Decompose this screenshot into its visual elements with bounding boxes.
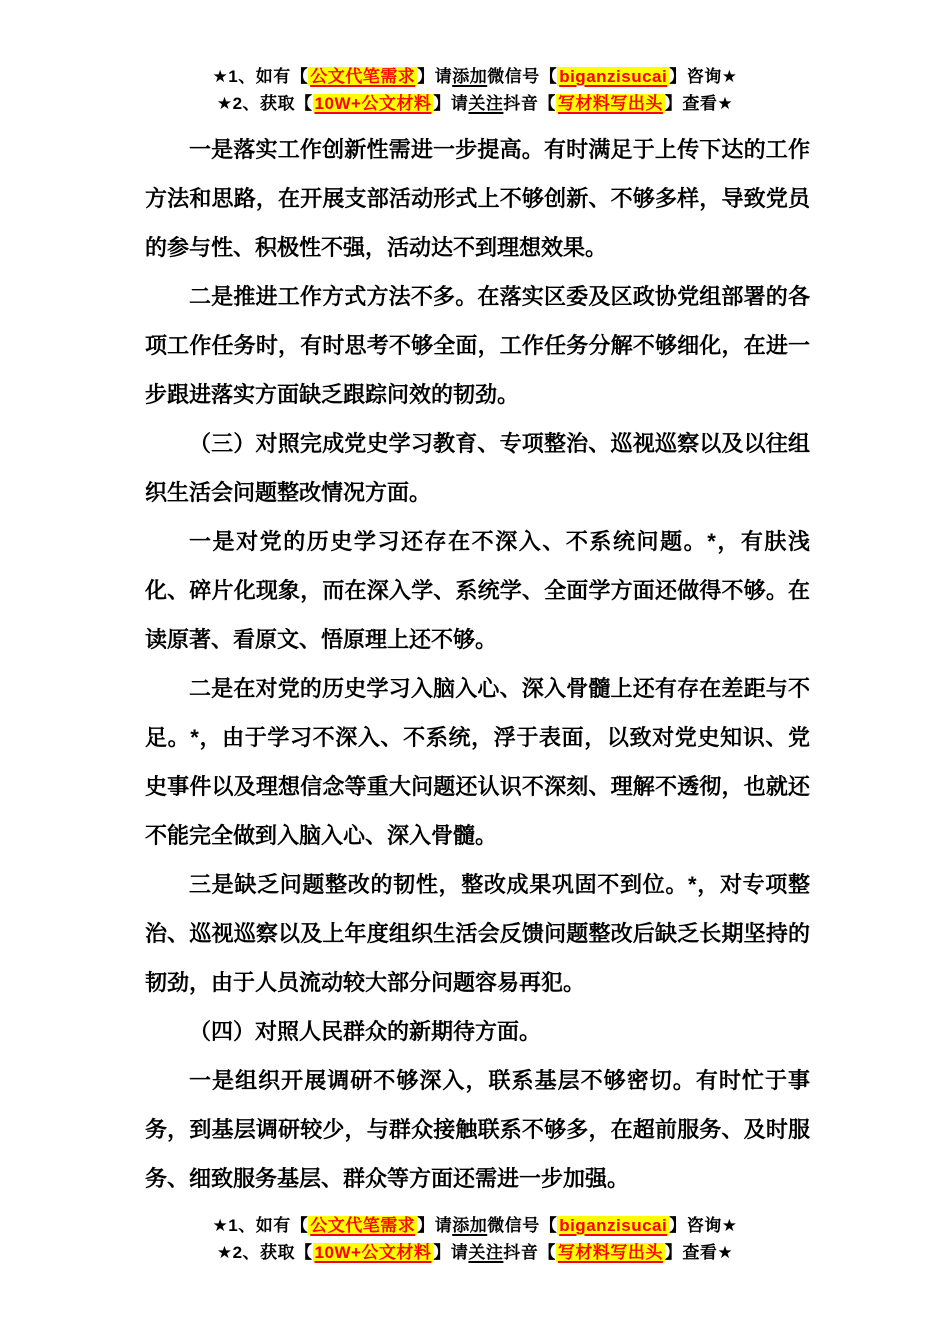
promo-text: 】请 [417, 67, 453, 86]
promo-footer [0, 1212, 950, 1266]
promo-highlight-service: 公文代笔需求 [310, 1216, 416, 1235]
promo-text: ★1、如有【 [212, 67, 309, 86]
promo-highlight-materials: 10W+公文材料 [314, 94, 432, 113]
promo-footer-line-2 [0, 1239, 950, 1266]
promo-text: 微信号【 [487, 1216, 558, 1235]
section-heading-3: （三）对照完成党史学习教育、专项整治、巡视巡察以及以往组织生活会问题整改情况方面。 [145, 431, 810, 505]
promo-text: 】查看★ [664, 1243, 734, 1262]
promo-text: 抖音【 [503, 94, 556, 113]
promo-douyin-id: 写材料写出头 [557, 94, 663, 113]
promo-text: ★1、如有【 [212, 1216, 309, 1235]
promo-footer-line-1 [0, 1212, 950, 1239]
section-heading-4: （四）对照人民群众的新期待方面。 [189, 1019, 542, 1044]
promo-header-line-1 [0, 63, 950, 90]
promo-text: 抖音【 [503, 1243, 556, 1262]
promo-text: 微信号【 [487, 67, 558, 86]
promo-underline-add: 添加 [452, 1216, 488, 1235]
paragraph-point-1-sec3: 一是对党的历史学习还存在不深入、不系统问题。*，有肤浅化、碎片化现象，而在深入学、系统学、全面学方面还做得不够。在读原著、看原文、悟原理上还不够。 [145, 529, 810, 652]
promo-highlight-materials: 10W+公文材料 [314, 1243, 432, 1262]
promo-text: 】咨询★ [669, 1216, 738, 1235]
paragraph-point-3-sec3: 三是缺乏问题整改的韧性，整改成果巩固不到位。*，对专项整治、巡视巡察以及上年度组织生活会反馈问题整改后缺乏长期坚持的韧劲，由于人员流动较大部分问题容易再犯。 [145, 872, 810, 995]
promo-text: 】查看★ [664, 94, 734, 113]
paragraph-point-1: 一是落实工作创新性需进一步提高。有时满足于上传下达的工作方法和思路，在开展支部活动形式上不够创新、不够多样，导致党员的参与性、积极性不强，活动达不到理想效果。 [145, 137, 810, 260]
promo-text: ★2、获取【 [216, 94, 313, 113]
promo-underline-follow: 关注 [468, 1243, 504, 1262]
promo-douyin-id: 写材料写出头 [557, 1243, 663, 1262]
promo-header-line-2 [0, 90, 950, 117]
paragraph-point-1-sec4: 一是组织开展调研不够深入，联系基层不够密切。有时忙于事务，到基层调研较少，与群众接触联系不够多，在超前服务、及时服务、细致服务基层、群众等方面还需进一步加强。 [145, 1068, 810, 1191]
paragraph-point-2: 二是推进工作方式方法不多。在落实区委及区政协党组部署的各项工作任务时，有时思考不够全面，工作任务分解不够细化，在进一步跟进落实方面缺乏跟踪问效的韧劲。 [145, 284, 810, 407]
promo-wechat-id: biganzisucai [559, 1216, 668, 1235]
promo-underline-follow: 关注 [468, 94, 504, 113]
promo-highlight-service: 公文代笔需求 [310, 67, 416, 86]
promo-text: 】请 [417, 1216, 453, 1235]
promo-wechat-id: biganzisucai [559, 67, 668, 86]
promo-text: ★2、获取【 [216, 1243, 313, 1262]
document-body [145, 125, 810, 1203]
promo-underline-add: 添加 [452, 67, 488, 86]
promo-text: 】咨询★ [669, 67, 738, 86]
promo-text: 】请 [433, 1243, 469, 1262]
paragraph-point-2-sec3: 二是在对党的历史学习入脑入心、深入骨髓上还有存在差距与不足。*，由于学习不深入、不系统，浮于表面，以致对党史知识、党史事件以及理想信念等重大问题还认识不深刻、理解不透彻，也就还不能完全做到入脑入心、深入骨髓。 [145, 676, 810, 848]
promo-text: 】请 [433, 94, 469, 113]
promo-header [0, 0, 950, 117]
